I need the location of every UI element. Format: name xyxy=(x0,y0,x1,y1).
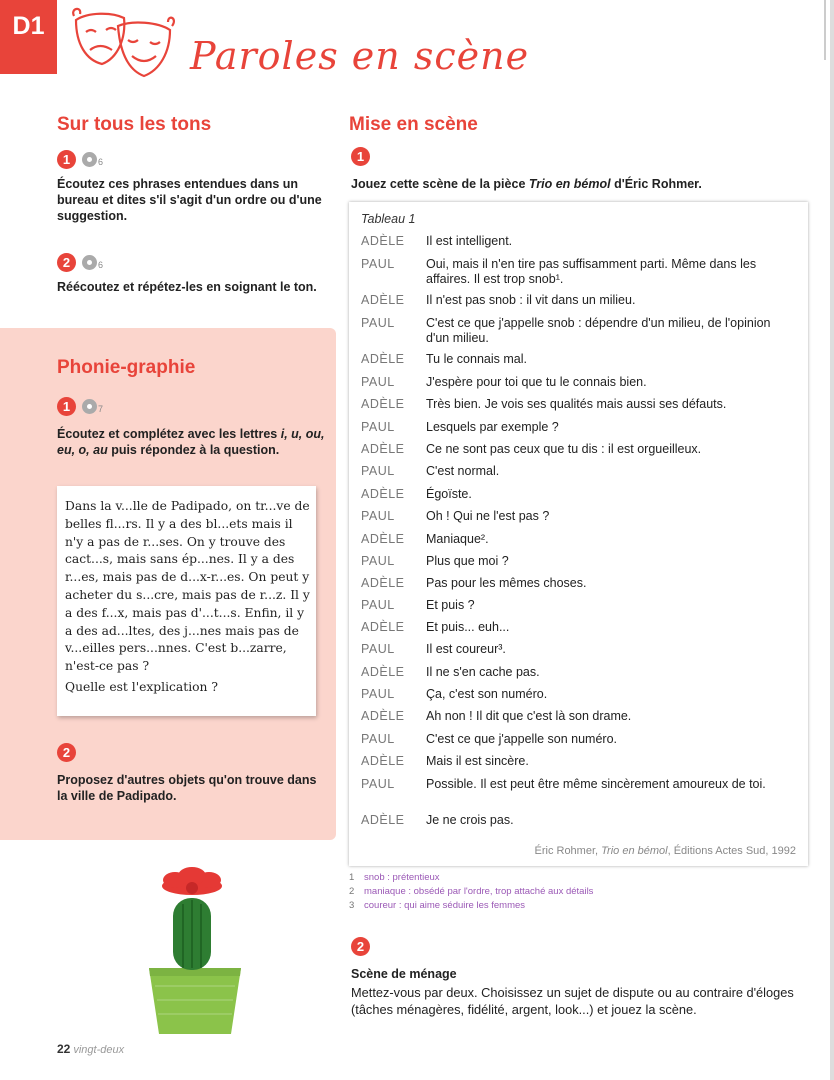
footnote-number: 1 xyxy=(349,872,355,883)
speech-text: Il ne s'en cache pas. xyxy=(426,665,540,679)
speaker-name: ADÈLE xyxy=(361,665,405,679)
speaker-name: ADÈLE xyxy=(361,754,405,768)
audio-track: 7 xyxy=(98,404,104,414)
speech-text: Oh ! Qui ne l'est pas ? xyxy=(426,509,550,523)
section-title-phonie: Phonie-graphie xyxy=(57,357,196,378)
audio-track: 6 xyxy=(98,157,104,167)
speaker-name: PAUL xyxy=(361,554,395,568)
fill-in-text: Dans la v...lle de Padipado, on tr...ve de belles fl...rs. Il y a des bl...ets mais il n'y a pas de r...ses. On y trouve des cact...s, mais sans ép...nes. Il y a des r...es, mais pas de d...x-r...es. On peut y acheter du s...cre, mais pas de r...z. Il y a des f...x, mais pas d'...t...s. Enfin, il y a des ad...ltes, des j...nes mais pas de v...eilles pers...nnes. C'est b...zarre, n'est-ce pas ? xyxy=(65,499,310,674)
speaker-name: ADÈLE xyxy=(361,293,405,307)
footnote-text: snob : prétentieux xyxy=(364,872,440,883)
speech-text: C'est ce que j'appelle son numéro. xyxy=(426,732,617,746)
exercise-subtitle: Scène de ménage xyxy=(351,967,457,981)
exercise-number: 2 xyxy=(57,253,76,272)
speaker-name: PAUL xyxy=(361,316,395,330)
exercise-number: 1 xyxy=(57,150,76,169)
speaker-name: PAUL xyxy=(361,257,395,271)
speaker-name: ADÈLE xyxy=(361,352,405,366)
exercise-instruction: Mettez-vous par deux. Choisissez un sujet de dispute ou au contraire d'éloges (tâches ménagères, fidélité, argent, look...) et jouez la scène. xyxy=(351,985,794,1017)
speech-text: Ce ne sont pas ceux que tu dis : il est orgueilleux. xyxy=(426,442,702,456)
tableau-label: Tableau 1 xyxy=(361,212,416,226)
fill-in-question: Quelle est l'explication ? xyxy=(65,680,218,694)
speech-text: Lesquels par exemple ? xyxy=(426,420,559,434)
speaker-name: PAUL xyxy=(361,687,395,701)
speaker-name: PAUL xyxy=(361,464,395,478)
speech-text: Possible. Il est peut être même sincèrement amoureux de toi. xyxy=(426,777,766,791)
theatre-masks-icon xyxy=(68,6,176,80)
play-excerpt-box xyxy=(349,202,808,866)
speech-text: C'est normal. xyxy=(426,464,500,478)
speech-text: Ça, c'est son numéro. xyxy=(426,687,548,701)
speaker-name: PAUL xyxy=(361,598,395,612)
speech-text: Pas pour les mêmes choses. xyxy=(426,576,587,590)
cactus-illustration xyxy=(145,866,245,1036)
footnote-text: coureur : qui aime séduire les femmes xyxy=(364,900,526,911)
speech-text: Il est intelligent. xyxy=(426,234,513,248)
speech-text: C'est ce que j'appelle snob : dépendre d'un milieu, de l'opinion d'un milieu. xyxy=(426,316,771,345)
speech-text: Mais il est sincère. xyxy=(426,754,529,768)
audio-track: 6 xyxy=(98,260,104,270)
section-title-mise-en-scene: Mise en scène xyxy=(349,114,478,135)
speaker-name: ADÈLE xyxy=(361,576,405,590)
footnote-number: 3 xyxy=(349,900,355,911)
speech-text: Maniaque². xyxy=(426,532,489,546)
speech-text: Il est coureur³. xyxy=(426,642,506,656)
speaker-name: PAUL xyxy=(361,732,395,746)
speech-text: Ah non ! Il dit que c'est là son drame. xyxy=(426,709,632,723)
exercise-instruction: Écoutez ces phrases entendues dans un bureau et dites s'il s'agit d'un ordre ou d'une suggestion. xyxy=(57,177,322,223)
exercise-instruction: Écoutez et complétez avec les lettres i, u, ou, eu, o, au puis répondez à la question. xyxy=(57,427,325,457)
speech-text: Et puis ? xyxy=(426,598,475,612)
fill-in-card xyxy=(57,486,316,716)
unit-tab: D1 xyxy=(0,0,57,74)
speech-text: Et puis... euh... xyxy=(426,620,510,634)
speaker-name: PAUL xyxy=(361,509,395,523)
footnote-text: maniaque : obsédé par l'ordre, trop attaché aux détails xyxy=(364,886,594,897)
speaker-name: ADÈLE xyxy=(361,620,405,634)
exercise-instruction: Réécoutez et répétez-les en soignant le ton. xyxy=(57,280,317,294)
exercise-number: 2 xyxy=(351,937,370,956)
exercise-instruction: Proposez d'autres objets qu'on trouve dans la ville de Padipado. xyxy=(57,773,317,803)
speaker-name: PAUL xyxy=(361,777,395,791)
speech-text: Je ne crois pas. xyxy=(426,813,514,827)
speech-text: Égoïste. xyxy=(426,487,472,501)
audio-cd-icon xyxy=(82,152,97,167)
speaker-name: ADÈLE xyxy=(361,234,405,248)
speaker-name: ADÈLE xyxy=(361,442,405,456)
speaker-name: ADÈLE xyxy=(361,397,405,411)
speech-text: Il n'est pas snob : il vit dans un milieu. xyxy=(426,293,636,307)
footnote-number: 2 xyxy=(349,886,355,897)
speaker-name: ADÈLE xyxy=(361,813,405,827)
speaker-name: PAUL xyxy=(361,375,395,389)
speaker-name: PAUL xyxy=(361,420,395,434)
speech-text: Très bien. Je vois ses qualités mais aussi ses défauts. xyxy=(426,397,727,411)
speaker-name: ADÈLE xyxy=(361,532,405,546)
section-title-tons: Sur tous les tons xyxy=(57,114,212,135)
speech-text: J'espère pour toi que tu le connais bien. xyxy=(426,375,647,389)
exercise-instruction: Jouez cette scène de la pièce Trio en bémol d'Éric Rohmer. xyxy=(351,177,702,191)
speaker-name: ADÈLE xyxy=(361,487,405,501)
exercise-number: 1 xyxy=(57,397,76,416)
speaker-name: ADÈLE xyxy=(361,709,405,723)
source-credit: Éric Rohmer, Trio en bémol, Éditions Actes Sud, 1992 xyxy=(534,845,796,857)
speech-text: Oui, mais il n'en tire pas suffisamment parti. Même dans les affaires. Il est trop snob¹. xyxy=(426,257,757,286)
speaker-name: PAUL xyxy=(361,642,395,656)
page-edge xyxy=(830,0,834,1080)
exercise-number: 1 xyxy=(351,147,370,166)
audio-cd-icon xyxy=(82,255,97,270)
speech-text: Plus que moi ? xyxy=(426,554,509,568)
page-number: 22 vingt-deux xyxy=(57,1042,125,1056)
audio-cd-icon xyxy=(82,399,97,414)
page-title: Paroles en scène xyxy=(190,34,530,78)
exercise-number: 2 xyxy=(57,743,76,762)
speech-text: Tu le connais mal. xyxy=(426,352,527,366)
page-edge-mark xyxy=(824,0,826,60)
